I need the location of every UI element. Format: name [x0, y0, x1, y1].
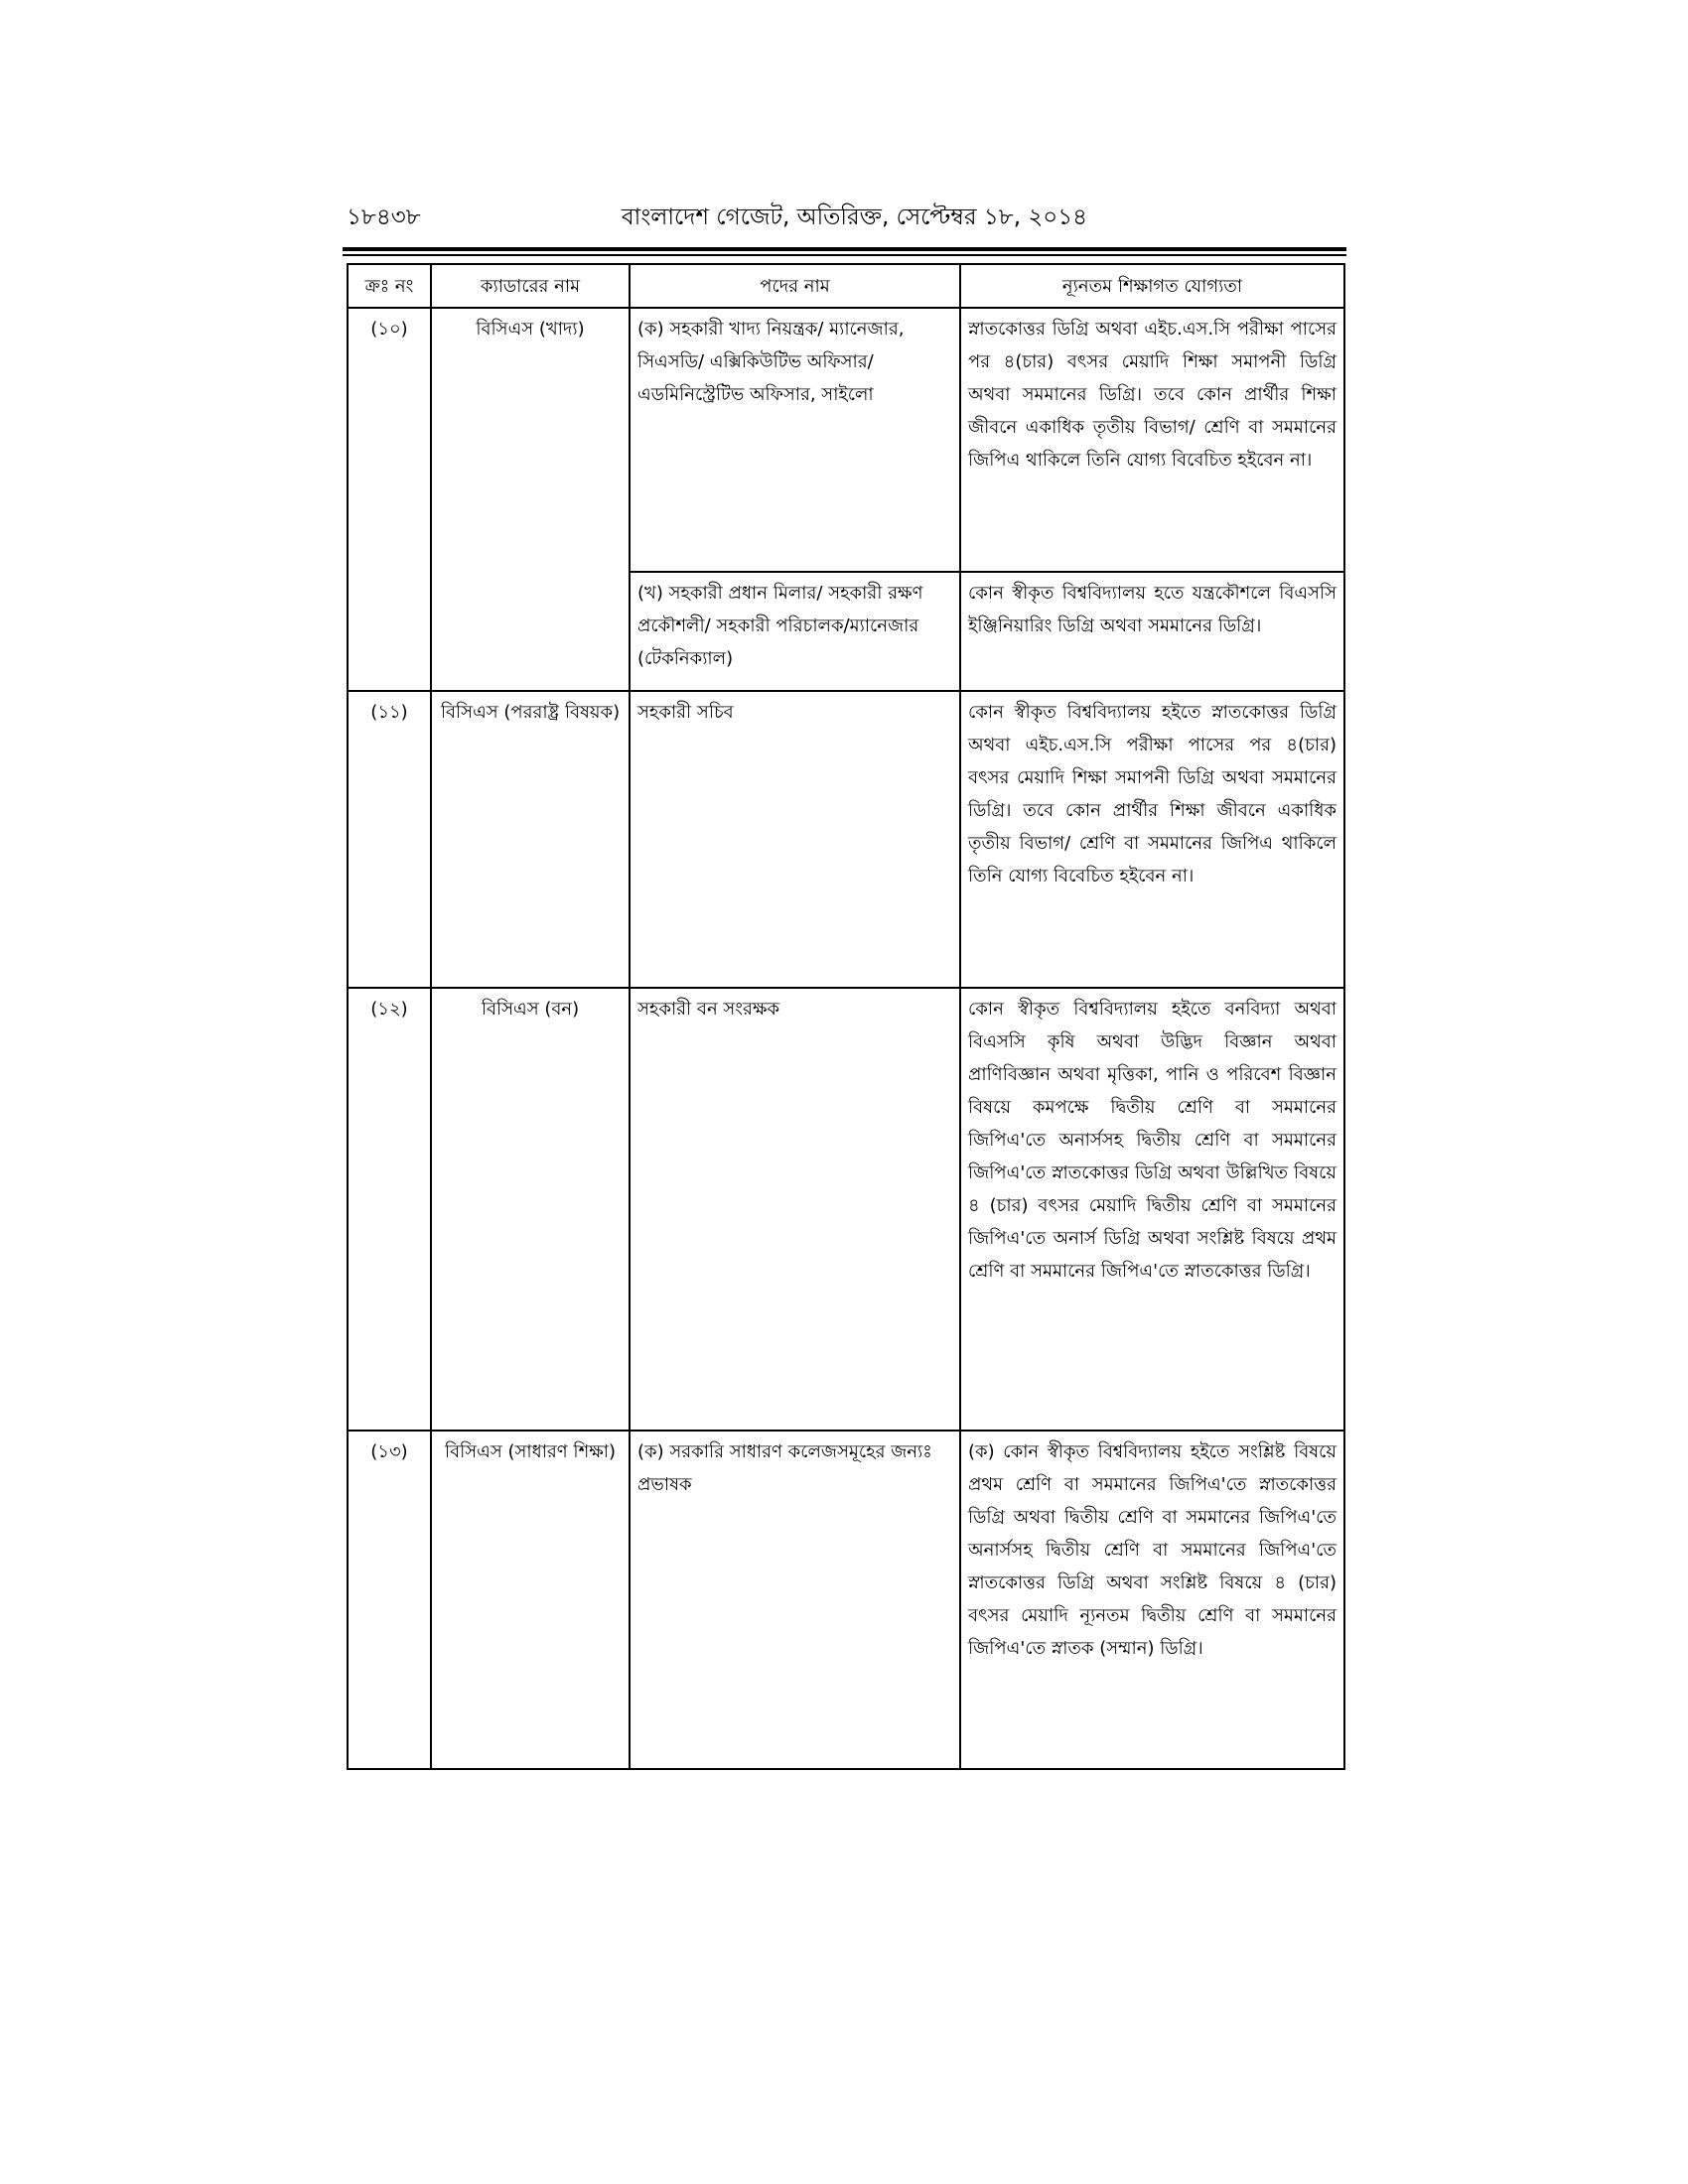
- page-number: ১৮৪৩৮: [347, 205, 421, 230]
- header-rule-thin: [343, 254, 1346, 256]
- header-rule-thick: [343, 247, 1346, 251]
- cadre-name: বিসিএস (পররাষ্ট্র বিষয়ক): [431, 691, 630, 988]
- post-name: (ক) সরকারি সাধারণ কলেজসমূহের জন্যঃ প্রভাষক: [630, 1431, 960, 1769]
- qualification-text: (ক) কোন স্বীকৃত বিশ্ববিদ্যালয় হইতে সংশ্লিষ্ট বিষয়ে প্রথম শ্রেণি বা সমমানের জিপিএ'তে স্নাতকোত্তর ডিগ্রি অথবা দ্বিতীয় শ্রেণি বা সমমানের জিপিএ'তে অনার্সসহ দ্বিতীয় শ্রেণি বা সমমানের জিপিএ'তে স্নাতকোত্তর ডিগ্রি অথবা সংশ্লিষ্ট বিষয়ে ৪ (চার) বৎসর মেয়াদি ন্যূনতম দ্বিতীয় শ্রেণি বা সমমানের জিপিএ'তে স্নাতক (সম্মান) ডিগ্রি।: [960, 1431, 1344, 1769]
- qualification-table: [347, 263, 1345, 1770]
- post-name: সহকারী বন সংরক্ষক: [630, 988, 960, 1431]
- table-header-row: [348, 264, 1344, 308]
- column-header-post: পদের নাম: [630, 264, 960, 308]
- cadre-name: বিসিএস (খাদ্য): [431, 308, 630, 691]
- table-row: [348, 691, 1344, 988]
- post-name: (খ) সহকারী প্রধান মিলার/ সহকারী রক্ষণ প্রকৌশলী/ সহকারী পরিচালক/ম্যানেজার (টেকনিক্যাল): [630, 572, 960, 691]
- gazette-title: বাংলাদেশ গেজেট, অতিরিক্ত, সেপ্টেম্বর ১৮, ২০১৪: [621, 205, 1088, 230]
- page-header: [347, 199, 1342, 238]
- table-row: [348, 1431, 1344, 1769]
- table-row: [348, 988, 1344, 1431]
- qualification-text: কোন স্বীকৃত বিশ্ববিদ্যালয় হইতে বনবিদ্যা অথবা বিএসসি কৃষি অথবা উদ্ভিদ বিজ্ঞান অথবা প্রাণিবিজ্ঞান অথবা মৃত্তিকা, পানি ও পরিবেশ বিজ্ঞান বিষয়ে কমপক্ষে দ্বিতীয় শ্রেণি বা সমমানের জিপিএ'তে অনার্সসহ দ্বিতীয় শ্রেণি বা সমমানের জিপিএ'তে স্নাতকোত্তর ডিগ্রি অথবা উল্লিখিত বিষয়ে ৪ (চার) বৎসর মেয়াদি দ্বিতীয় শ্রেণি বা সমমানের জিপিএ'তে অনার্স ডিগ্রি অথবা সংশ্লিষ্ট বিষয়ে প্রথম শ্রেণি বা সমমানের জিপিএ'তে স্নাতকোত্তর ডিগ্রি।: [960, 988, 1344, 1431]
- serial-number: (১০): [348, 308, 431, 691]
- post-name: সহকারী সচিব: [630, 691, 960, 988]
- qualification-text: কোন স্বীকৃত বিশ্ববিদ্যালয় হতে যন্ত্রকৌশলে বিএসসি ইঞ্জিনিয়ারিং ডিগ্রি অথবা সমমানের ডিগ্রি।: [960, 572, 1344, 691]
- column-header-serial: ক্রঃ নং: [348, 264, 431, 308]
- cadre-name: বিসিএস (সাধারণ শিক্ষা): [431, 1431, 630, 1769]
- serial-number: (১২): [348, 988, 431, 1431]
- serial-number: (১৩): [348, 1431, 431, 1769]
- column-header-cadre: ক্যাডারের নাম: [431, 264, 630, 308]
- post-name: (ক) সহকারী খাদ্য নিয়ন্ত্রক/ ম্যানেজার, সিএসডি/ এক্সিকিউটিভ অফিসার/ এডমিনিস্ট্রেটিভ অফিসার, সাইলো: [630, 308, 960, 572]
- serial-number: (১১): [348, 691, 431, 988]
- column-header-qualification: ন্যূনতম শিক্ষাগত যোগ্যতা: [960, 264, 1344, 308]
- cadre-name: বিসিএস (বন): [431, 988, 630, 1431]
- qualification-text: কোন স্বীকৃত বিশ্ববিদ্যালয় হইতে স্নাতকোত্তর ডিগ্রি অথবা এইচ.এস.সি পরীক্ষা পাসের পর ৪(চার) বৎসর মেয়াদি শিক্ষা সমাপনী ডিগ্রি অথবা সমমানের ডিগ্রি। তবে কোন প্রার্থীর শিক্ষা জীবনে একাধিক তৃতীয় বিভাগ/ শ্রেণি বা সমমানের জিপিএ থাকিলে তিনি যোগ্য বিবেচিত হইবেন না।: [960, 691, 1344, 988]
- qualification-text: স্নাতকোত্তর ডিগ্রি অথবা এইচ.এস.সি পরীক্ষা পাসের পর ৪(চার) বৎসর মেয়াদি শিক্ষা সমাপনী ডিগ্রি অথবা সমমানের ডিগ্রি। তবে কোন প্রার্থীর শিক্ষা জীবনে একাধিক তৃতীয় বিভাগ/ শ্রেণি বা সমমানের জিপিএ থাকিলে তিনি যোগ্য বিবেচিত হইবেন না।: [960, 308, 1344, 572]
- table-row: [348, 308, 1344, 572]
